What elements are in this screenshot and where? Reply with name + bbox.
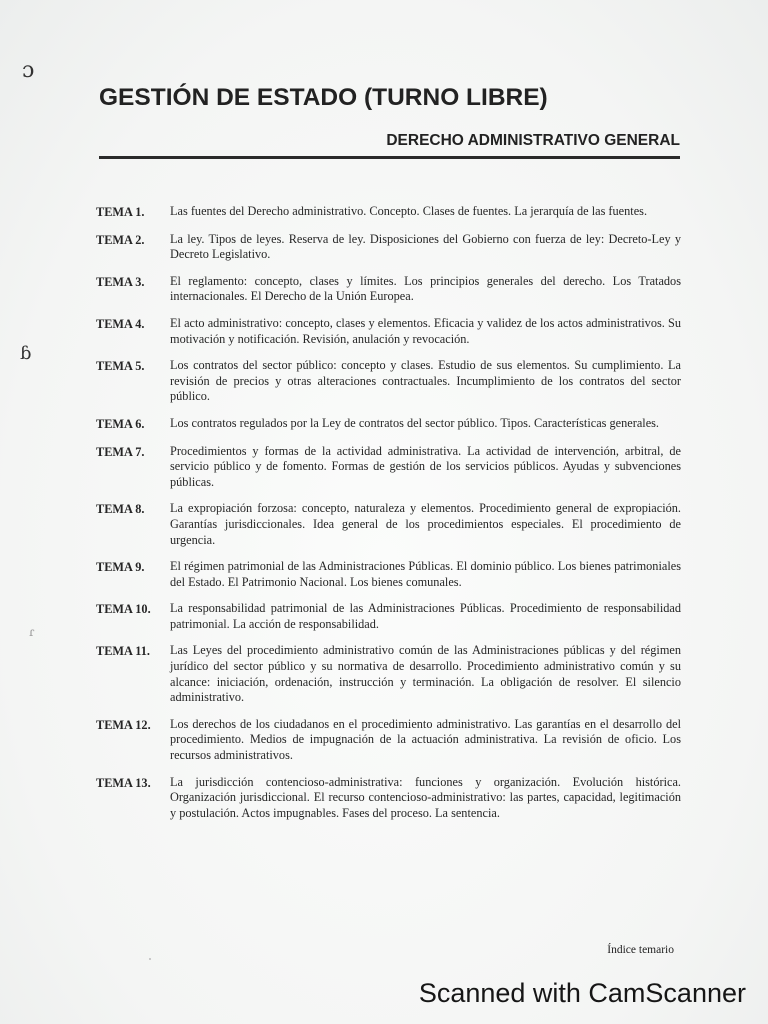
topic-item [96, 601, 681, 632]
topic-text: La responsabilidad patrimonial de las Administraciones Públicas. Procedimiento de responsabilidad patrimonial. La acción de responsabilidad. [170, 601, 681, 631]
scanner-watermark: Scanned with CamScanner [418, 978, 746, 1008]
topic-text: Los contratos del sector público: concepto y clases. Estudio de sus elementos. Su cumplimiento. La revisión de precios y otras alteraciones contractuales. Incumplimiento de los contratos del sector público. [170, 358, 681, 404]
topic-label: TEMA 1. [96, 205, 145, 219]
topic-item [96, 274, 681, 305]
topic-text: El reglamento: concepto, clases y límites. Los principios generales del derecho. Los Tratados internacionales. El Derecho de la Unión Europea. [170, 273, 681, 304]
topic-item [96, 416, 681, 433]
topic-text: Procedimientos y formas de la actividad administrativa. La actividad de intervención, arbitral, de servicio público y de fomento. Formas de gestión de los servicios públicos. Ayudas y subvenciones públicas. [170, 443, 681, 489]
margin-mark: ɓ [20, 343, 32, 364]
topic-text: La ley. Tipos de leyes. Reserva de ley. Disposiciones del Gobierno con fuerza de ley: Decreto-Ley y Decreto Legislativo. [170, 231, 681, 262]
topic-label: TEMA 12. [96, 717, 151, 732]
margin-mark: ɔ [22, 58, 35, 83]
topic-text: Las fuentes del Derecho administrativo. Concepto. Clases de fuentes. La jerarquía de las fuentes. [170, 204, 648, 218]
topic-item [96, 358, 681, 405]
topic-text: El acto administrativo: concepto, clases y elementos. Eficacia y validez de los actos administrativos. Su motivación y notificación. Revisión, anulación y revocación. [170, 315, 681, 346]
topic-item [96, 204, 681, 221]
topic-text: La jurisdicción contencioso-administrativa: funciones y organización. Evolución histórica. Organización jurisdiccional. El recurso contencioso-administrativo: las partes, capacidad, legitimación y postulación. Actos impugnables. Fases del proceso. La sentencia. [170, 774, 681, 820]
topic-label: TEMA 11. [96, 644, 150, 659]
topic-label: TEMA 5. [96, 359, 145, 374]
topic-label: TEMA 6. [96, 416, 145, 431]
topic-item [96, 643, 681, 705]
topic-label: TEMA 4. [96, 316, 145, 331]
topic-text: Los derechos de los ciudadanos en el procedimiento administrativo. Las garantías en el desarrollo del procedimiento. Medios de impugnación de la actuación administrativa. La revisión de oficio. Los recursos administrativos. [170, 716, 681, 763]
topic-label: TEMA 3. [96, 274, 145, 289]
topic-item [96, 444, 681, 491]
topic-label: TEMA 9. [96, 560, 145, 575]
scan-speck [149, 958, 151, 960]
document-subtitle: DERECHO ADMINISTRATIVO GENERAL [386, 132, 680, 149]
topic-item [96, 559, 681, 590]
topic-label: TEMA 2. [96, 232, 145, 247]
page-footer-label: Índice temario [607, 944, 674, 956]
topic-label: TEMA 13. [96, 775, 151, 790]
topic-text: La expropiación forzosa: concepto, naturaleza y elementos. Procedimiento general de expropiación. Garantías jurisdiccionales. Idea general de los procedimientos especiales. El procedimiento de urgencia. [170, 501, 681, 547]
title-divider [99, 156, 680, 159]
topic-label: TEMA 7. [96, 444, 145, 459]
topic-item [96, 775, 681, 822]
topic-label: TEMA 10. [96, 602, 151, 617]
topic-item [96, 717, 681, 764]
topic-item [96, 501, 681, 548]
topic-list [96, 204, 681, 821]
topic-text: Las Leyes del procedimiento administrativo común de las Administraciones públicas y del régimen jurídico del sector público y su normativa de desarrollo. Procedimiento administrativo común y su alcance: iniciación, ordenación, instrucción y terminación. La obligación de resolver. El silencio administrativo. [170, 643, 681, 705]
document-title: GESTIÓN DE ESTADO (TURNO LIBRE) [99, 84, 548, 111]
topic-item [96, 316, 681, 347]
topic-item [96, 232, 681, 263]
topic-text: Los contratos regulados por la Ley de contratos del sector público. Tipos. Características generales. [170, 415, 660, 430]
topic-label: TEMA 8. [96, 502, 145, 517]
topic-text: El régimen patrimonial de las Administraciones Públicas. El dominio público. Los bienes patrimoniales del Estado. El Patrimonio Nacional. Los bienes comunales. [170, 559, 681, 589]
margin-mark: ɾ [29, 625, 35, 639]
